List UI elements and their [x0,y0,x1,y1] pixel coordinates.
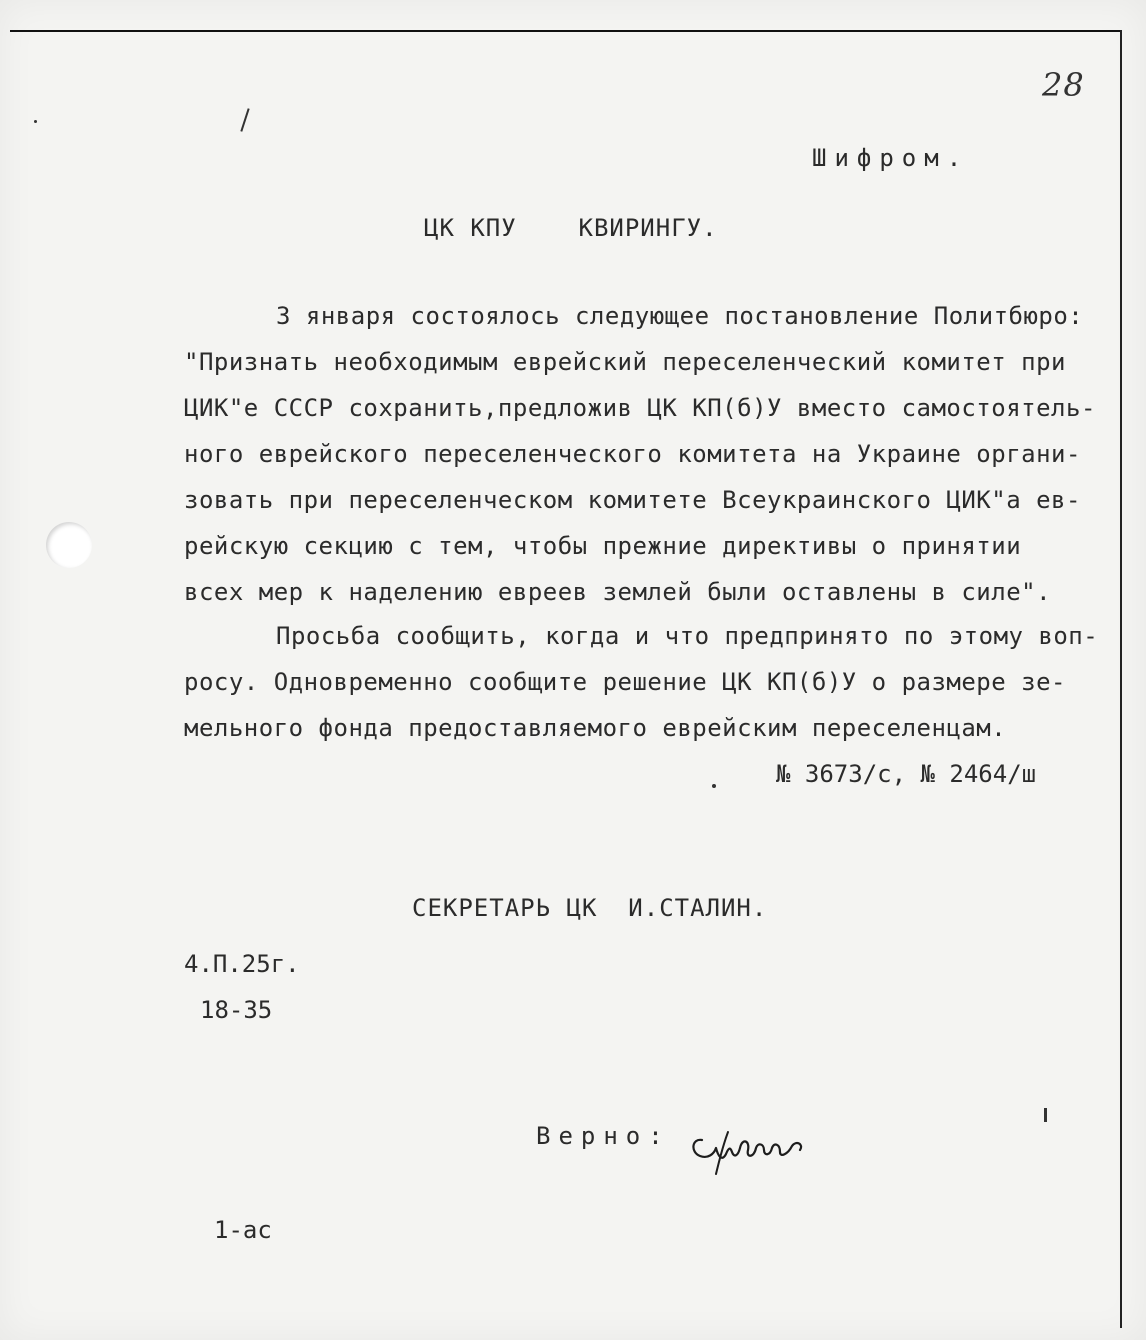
speck-mark [34,120,37,123]
body-line-10: мельного фонда предоставляемого еврейским переселенцам. [184,714,1007,742]
body-line-2: "Признать необходимым еврейский переселенческий комитет при [184,348,1067,376]
signature-line: СЕКРЕТАРЬ ЦК И.СТАЛИН. [412,894,768,922]
time: 18-35 [200,996,273,1024]
handwritten-signature [688,1118,818,1178]
ink-dot [712,784,716,788]
body-line-4: ного еврейского переселенческого комитета на Украине органи- [184,440,1081,468]
verified-label: Верно: [536,1122,671,1150]
body-line-1: 3 января состоялось следующее постановление Политбюро: [276,302,1084,330]
body-line-5: зовать при переселенческом комитете Всеукраинского ЦИК"а ев- [184,486,1081,514]
body-line-6: рейскую секцию с тем, чтобы прежние директивы о принятии [184,532,1022,560]
body-line-9: росу. Одновременно сообщите решение ЦК КП(б)У о размере зе- [184,668,1067,696]
date: 4.П.25г. [184,950,300,978]
copy-code: 1-ас [214,1216,272,1244]
pen-tick-mark [240,108,249,131]
addressee: ЦК КПУ КВИРИНГУ. [424,214,718,242]
folio-number: 28 [1042,66,1085,104]
margin-mark [1044,1108,1047,1122]
body-line-7: всех мер к наделению евреев землей были оставлены в силе". [184,578,1052,606]
page-edge-right [1120,30,1122,1328]
cipher-note: Шифром. [812,144,970,172]
body-line-8: Просьба сообщить, когда и что предпринято по этому воп- [276,622,1099,650]
reference-numbers: № 3673/с, № 2464/ш [776,760,1037,788]
page-edge-top [10,30,1122,32]
body-line-3: ЦИК"е СССР сохранить,предложив ЦК КП(б)У вместо самостоятель- [184,394,1096,422]
punch-hole [46,522,92,568]
